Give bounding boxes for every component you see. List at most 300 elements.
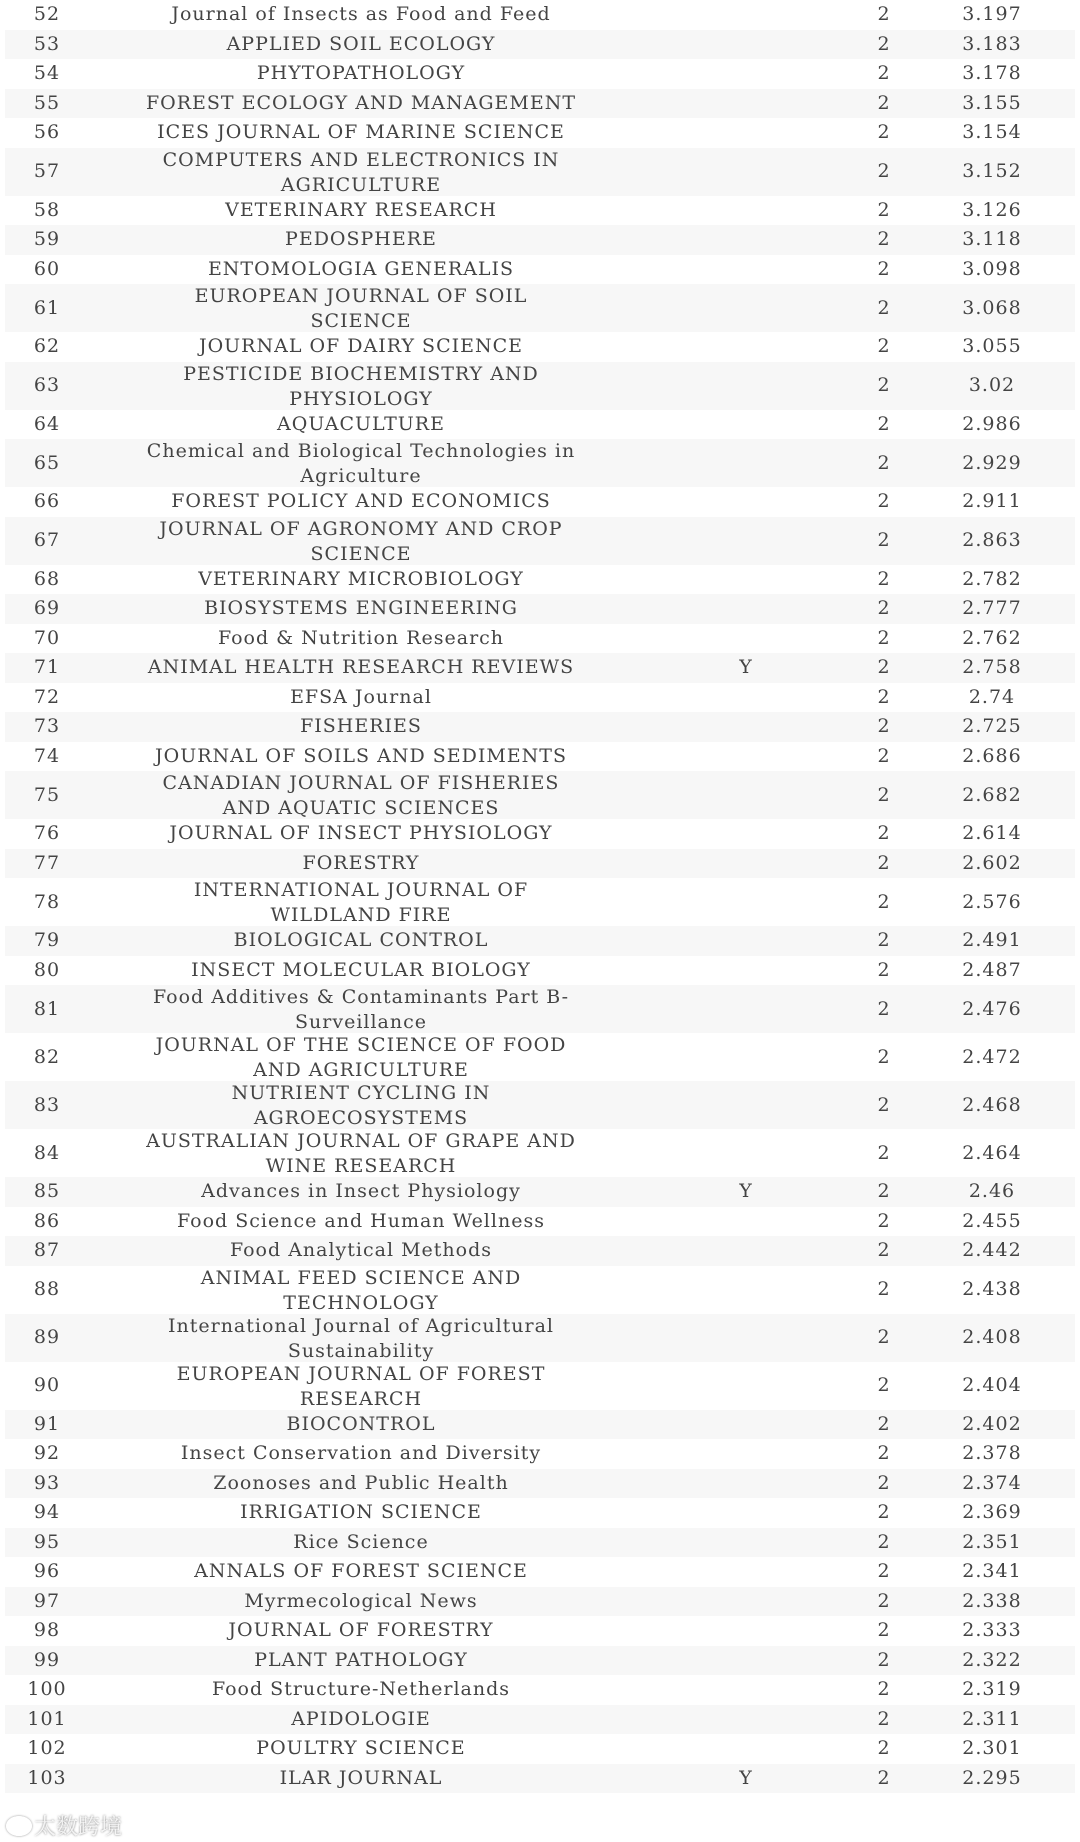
journal-name-cell	[89, 1616, 633, 1646]
quartile-cell: 2	[859, 410, 909, 440]
table-row	[5, 148, 1075, 196]
quartile-cell: 2	[859, 985, 909, 1033]
table-row	[5, 1439, 1075, 1469]
journal-name-text: JOURNAL OF THE SCIENCE OF FOOD AND AGRICULTURE	[155, 1034, 567, 1081]
table-row	[5, 1705, 1075, 1735]
table-row	[5, 956, 1075, 986]
journal-name-cell	[89, 284, 633, 332]
journal-name-cell	[89, 849, 633, 879]
rank-cell: 53	[5, 30, 89, 60]
quartile-cell: 2	[859, 771, 909, 819]
journal-name-cell	[89, 712, 633, 742]
journal-name-text: APIDOLOGIE	[291, 1707, 431, 1730]
table-row	[5, 1498, 1075, 1528]
table-row	[5, 985, 1075, 1033]
impact-factor-cell: 3.068	[909, 284, 1075, 332]
quartile-cell: 2	[859, 439, 909, 487]
open-access-cell	[633, 284, 859, 332]
impact-factor-cell: 2.301	[909, 1734, 1075, 1764]
rank-cell: 72	[5, 683, 89, 713]
quartile-cell: 2	[859, 926, 909, 956]
journal-name-cell	[89, 1469, 633, 1499]
table-body	[5, 0, 1075, 1793]
journal-name-text: AQUACULTURE	[277, 412, 445, 435]
quartile-cell: 2	[859, 1734, 909, 1764]
rank-cell: 69	[5, 594, 89, 624]
journal-name-cell	[89, 819, 633, 849]
table-row	[5, 926, 1075, 956]
rank-cell: 52	[5, 0, 89, 30]
impact-factor-cell: 2.614	[909, 819, 1075, 849]
impact-factor-cell: 3.178	[909, 59, 1075, 89]
journal-name-text: Myrmecological News	[244, 1589, 478, 1612]
table-row	[5, 1314, 1075, 1362]
journal-name-text: International Journal of Agricultural Sustainability	[167, 1314, 555, 1362]
impact-factor-cell: 2.686	[909, 742, 1075, 772]
journal-name-text: BIOCONTROL	[286, 1412, 436, 1435]
quartile-cell: 2	[859, 362, 909, 410]
journal-name-text: Insect Conservation and Diversity	[180, 1442, 542, 1465]
impact-factor-cell: 2.404	[909, 1362, 1075, 1410]
impact-factor-cell: 2.602	[909, 849, 1075, 879]
impact-factor-cell: 2.725	[909, 712, 1075, 742]
open-access-cell	[633, 1557, 859, 1587]
journal-name-text: BIOLOGICAL CONTROL	[233, 929, 489, 952]
rank-cell: 81	[5, 985, 89, 1033]
impact-factor-cell: 3.155	[909, 89, 1075, 119]
open-access-cell	[633, 1734, 859, 1764]
impact-factor-cell: 3.152	[909, 148, 1075, 196]
journal-name-cell	[89, 1410, 633, 1440]
journal-name-text: FOREST ECOLOGY AND MANAGEMENT	[145, 91, 577, 114]
impact-factor-cell: 2.319	[909, 1675, 1075, 1705]
journal-name-text: ANIMAL HEALTH RESEARCH REVIEWS	[147, 656, 575, 679]
impact-factor-cell: 2.333	[909, 1616, 1075, 1646]
quartile-cell: 2	[859, 30, 909, 60]
open-access-cell	[633, 1469, 859, 1499]
table-row	[5, 0, 1075, 30]
table-row	[5, 1081, 1075, 1129]
journal-name-cell	[89, 771, 633, 819]
quartile-cell: 2	[859, 1207, 909, 1237]
quartile-cell: 2	[859, 1129, 909, 1177]
rank-cell: 79	[5, 926, 89, 956]
impact-factor-cell: 2.464	[909, 1129, 1075, 1177]
impact-factor-cell: 2.338	[909, 1587, 1075, 1617]
quartile-cell: 2	[859, 59, 909, 89]
impact-factor-cell: 2.341	[909, 1557, 1075, 1587]
rank-cell: 57	[5, 148, 89, 196]
impact-factor-cell: 3.183	[909, 30, 1075, 60]
journal-name-text: ICES JOURNAL OF MARINE SCIENCE	[157, 121, 565, 144]
table-row	[5, 1764, 1075, 1794]
table-row	[5, 1362, 1075, 1410]
rank-cell: 102	[5, 1734, 89, 1764]
open-access-cell	[633, 849, 859, 879]
journal-name-text: Food & Nutrition Research	[217, 626, 505, 649]
journal-name-cell	[89, 196, 633, 226]
journal-name-text: APPLIED SOIL ECOLOGY	[226, 32, 496, 55]
journal-name-text: JOURNAL OF SOILS AND SEDIMENTS	[155, 744, 567, 767]
open-access-cell	[633, 1528, 859, 1558]
table-row	[5, 517, 1075, 565]
journal-name-cell	[89, 624, 633, 654]
quartile-cell: 2	[859, 1528, 909, 1558]
table-row	[5, 771, 1075, 819]
quartile-cell: 2	[859, 1557, 909, 1587]
impact-factor-cell: 2.472	[909, 1033, 1075, 1081]
rank-cell: 63	[5, 362, 89, 410]
open-access-cell	[633, 255, 859, 285]
table-row	[5, 683, 1075, 713]
journal-name-text: VETERINARY MICROBIOLOGY	[198, 567, 524, 590]
journal-name-cell	[89, 742, 633, 772]
impact-factor-cell: 2.911	[909, 487, 1075, 517]
open-access-cell	[633, 30, 859, 60]
journal-name-cell	[89, 1439, 633, 1469]
impact-factor-cell: 3.02	[909, 362, 1075, 410]
journal-name-text: Journal of Insects as Food and Feed	[171, 3, 551, 26]
journal-name-cell	[89, 1557, 633, 1587]
table-row	[5, 742, 1075, 772]
journal-name-text: Food Science and Human Wellness	[177, 1209, 545, 1232]
quartile-cell: 2	[859, 517, 909, 565]
journal-name-cell	[89, 1764, 633, 1794]
journal-name-cell	[89, 1236, 633, 1266]
journal-name-text: COMPUTERS AND ELECTRONICS IN AGRICULTURE	[162, 148, 560, 196]
journal-name-text: FORESTRY	[302, 851, 420, 874]
table-row	[5, 487, 1075, 517]
quartile-cell: 2	[859, 196, 909, 226]
journal-name-cell	[89, 565, 633, 595]
open-access-cell	[633, 565, 859, 595]
journal-name-cell	[89, 1675, 633, 1705]
table-row	[5, 196, 1075, 226]
rank-cell: 70	[5, 624, 89, 654]
journal-name-text: ENTOMOLOGIA GENERALIS	[207, 257, 515, 280]
quartile-cell: 2	[859, 225, 909, 255]
journal-name-cell	[89, 225, 633, 255]
journal-name-text: PESTICIDE BIOCHEMISTRY AND PHYSIOLOGY	[183, 362, 539, 410]
open-access-cell	[633, 1362, 859, 1410]
journal-name-cell	[89, 1587, 633, 1617]
rank-cell: 93	[5, 1469, 89, 1499]
journal-name-cell	[89, 30, 633, 60]
journal-name-cell	[89, 653, 633, 683]
rank-cell: 89	[5, 1314, 89, 1362]
journal-name-cell	[89, 1528, 633, 1558]
impact-factor-cell: 2.311	[909, 1705, 1075, 1735]
table-row	[5, 284, 1075, 332]
journal-name-text: Advances in Insect Physiology	[201, 1180, 521, 1203]
quartile-cell: 2	[859, 1498, 909, 1528]
table-row	[5, 1207, 1075, 1237]
rank-cell: 85	[5, 1177, 89, 1207]
quartile-cell: 2	[859, 1410, 909, 1440]
journal-name-text: IRRIGATION SCIENCE	[240, 1501, 482, 1524]
rank-cell: 87	[5, 1236, 89, 1266]
impact-factor-cell: 2.476	[909, 985, 1075, 1033]
open-access-cell	[633, 517, 859, 565]
impact-factor-cell: 2.374	[909, 1469, 1075, 1499]
open-access-cell	[633, 926, 859, 956]
rank-cell: 94	[5, 1498, 89, 1528]
table-row	[5, 712, 1075, 742]
open-access-cell	[633, 1236, 859, 1266]
journal-name-text: JOURNAL OF INSECT PHYSIOLOGY	[169, 822, 553, 845]
open-access-cell	[633, 1410, 859, 1440]
journal-name-text: Rice Science	[293, 1530, 429, 1553]
journal-name-text: FOREST POLICY AND ECONOMICS	[171, 490, 551, 513]
journal-name-text: ANIMAL FEED SCIENCE AND TECHNOLOGY	[200, 1266, 522, 1314]
table-row	[5, 653, 1075, 683]
rank-cell: 71	[5, 653, 89, 683]
table-row	[5, 255, 1075, 285]
impact-factor-cell: 2.438	[909, 1266, 1075, 1314]
journal-ranking-page	[5, 0, 1075, 1793]
journal-name-cell	[89, 118, 633, 148]
rank-cell: 103	[5, 1764, 89, 1794]
quartile-cell: 2	[859, 487, 909, 517]
table-row	[5, 1177, 1075, 1207]
journal-name-text: BIOSYSTEMS ENGINEERING	[204, 597, 518, 620]
table-row	[5, 624, 1075, 654]
journal-name-cell	[89, 985, 633, 1033]
table-row	[5, 410, 1075, 440]
journal-name-text: PEDOSPHERE	[285, 228, 437, 251]
impact-factor-cell: 2.369	[909, 1498, 1075, 1528]
table-row	[5, 332, 1075, 362]
table-row	[5, 1528, 1075, 1558]
rank-cell: 62	[5, 332, 89, 362]
open-access-cell	[633, 1705, 859, 1735]
quartile-cell: 2	[859, 1266, 909, 1314]
table-row	[5, 1236, 1075, 1266]
impact-factor-cell: 2.576	[909, 878, 1075, 926]
journal-name-cell	[89, 1207, 633, 1237]
open-access-cell	[633, 624, 859, 654]
rank-cell: 95	[5, 1528, 89, 1558]
open-access-cell	[633, 1314, 859, 1362]
table-row	[5, 1646, 1075, 1676]
open-access-cell	[633, 819, 859, 849]
open-access-cell	[633, 1587, 859, 1617]
impact-factor-cell: 2.863	[909, 517, 1075, 565]
impact-factor-cell: 2.491	[909, 926, 1075, 956]
open-access-cell	[633, 878, 859, 926]
journal-ranking-table	[5, 0, 1075, 1793]
quartile-cell: 2	[859, 1236, 909, 1266]
rank-cell: 58	[5, 196, 89, 226]
journal-name-text: Chemical and Biological Technologies in Agriculture	[146, 440, 576, 487]
rank-cell: 99	[5, 1646, 89, 1676]
journal-name-cell	[89, 410, 633, 440]
table-row	[5, 565, 1075, 595]
journal-name-text: PHYTOPATHOLOGY	[256, 62, 466, 85]
open-access-cell	[633, 712, 859, 742]
journal-name-text: EUROPEAN JOURNAL OF SOIL SCIENCE	[194, 285, 528, 332]
rank-cell: 55	[5, 89, 89, 119]
quartile-cell: 2	[859, 1362, 909, 1410]
rank-cell: 83	[5, 1081, 89, 1129]
open-access-cell	[633, 683, 859, 713]
impact-factor-cell: 2.777	[909, 594, 1075, 624]
table-row	[5, 59, 1075, 89]
open-access-cell	[633, 985, 859, 1033]
open-access-cell	[633, 742, 859, 772]
journal-name-cell	[89, 148, 633, 196]
impact-factor-cell: 2.402	[909, 1410, 1075, 1440]
quartile-cell: 2	[859, 712, 909, 742]
open-access-cell	[633, 0, 859, 30]
table-row	[5, 594, 1075, 624]
open-access-cell	[633, 1616, 859, 1646]
quartile-cell: 2	[859, 849, 909, 879]
impact-factor-cell: 3.197	[909, 0, 1075, 30]
open-access-cell	[633, 439, 859, 487]
table-row	[5, 1587, 1075, 1617]
quartile-cell: 2	[859, 565, 909, 595]
rank-cell: 64	[5, 410, 89, 440]
journal-name-text: Food Additives & Contaminants Part B-Surveillance	[152, 986, 570, 1033]
quartile-cell: 2	[859, 683, 909, 713]
table-row	[5, 1129, 1075, 1177]
rank-cell: 82	[5, 1033, 89, 1081]
journal-name-text: Food Structure-Netherlands	[211, 1678, 511, 1701]
rank-cell: 98	[5, 1616, 89, 1646]
impact-factor-cell: 2.378	[909, 1439, 1075, 1469]
quartile-cell: 2	[859, 1675, 909, 1705]
rank-cell: 74	[5, 742, 89, 772]
quartile-cell: 2	[859, 255, 909, 285]
table-row	[5, 89, 1075, 119]
impact-factor-cell: 2.455	[909, 1207, 1075, 1237]
impact-factor-cell: 2.351	[909, 1528, 1075, 1558]
open-access-cell: Y	[633, 653, 859, 683]
rank-cell: 86	[5, 1207, 89, 1237]
watermark-text: 太数跨境	[34, 1815, 123, 1840]
journal-name-cell	[89, 0, 633, 30]
rank-cell: 54	[5, 59, 89, 89]
table-row	[5, 225, 1075, 255]
table-row	[5, 1033, 1075, 1081]
impact-factor-cell: 2.295	[909, 1764, 1075, 1794]
journal-name-cell	[89, 59, 633, 89]
quartile-cell: 2	[859, 1764, 909, 1794]
open-access-cell	[633, 89, 859, 119]
rank-cell: 88	[5, 1266, 89, 1314]
open-access-cell	[633, 225, 859, 255]
impact-factor-cell: 2.74	[909, 683, 1075, 713]
quartile-cell: 2	[859, 1314, 909, 1362]
rank-cell: 80	[5, 956, 89, 986]
table-row	[5, 1410, 1075, 1440]
journal-name-cell	[89, 1177, 633, 1207]
journal-name-cell	[89, 255, 633, 285]
open-access-cell	[633, 594, 859, 624]
table-row	[5, 1734, 1075, 1764]
journal-name-cell	[89, 878, 633, 926]
journal-name-cell	[89, 1646, 633, 1676]
table-row	[5, 1557, 1075, 1587]
open-access-cell	[633, 1646, 859, 1676]
quartile-cell: 2	[859, 148, 909, 196]
journal-name-text: JOURNAL OF FORESTRY	[228, 1619, 494, 1642]
journal-name-text: FISHERIES	[300, 715, 422, 738]
impact-factor-cell: 2.487	[909, 956, 1075, 986]
quartile-cell: 2	[859, 1469, 909, 1499]
journal-name-cell	[89, 517, 633, 565]
rank-cell: 65	[5, 439, 89, 487]
watermark	[6, 1810, 122, 1841]
journal-name-cell	[89, 1734, 633, 1764]
table-row	[5, 819, 1075, 849]
rank-cell: 60	[5, 255, 89, 285]
table-row	[5, 878, 1075, 926]
journal-name-cell	[89, 594, 633, 624]
quartile-cell: 2	[859, 819, 909, 849]
quartile-cell: 2	[859, 653, 909, 683]
quartile-cell: 2	[859, 332, 909, 362]
quartile-cell: 2	[859, 1081, 909, 1129]
journal-name-text: AUSTRALIAN JOURNAL OF GRAPE AND WINE RESEARCH	[146, 1130, 576, 1177]
impact-factor-cell: 2.758	[909, 653, 1075, 683]
journal-name-cell	[89, 956, 633, 986]
journal-name-cell	[89, 1362, 633, 1410]
rank-cell: 78	[5, 878, 89, 926]
open-access-cell	[633, 487, 859, 517]
rank-cell: 73	[5, 712, 89, 742]
quartile-cell: 2	[859, 1439, 909, 1469]
open-access-cell	[633, 956, 859, 986]
journal-name-cell	[89, 1498, 633, 1528]
rank-cell: 101	[5, 1705, 89, 1735]
quartile-cell: 2	[859, 878, 909, 926]
impact-factor-cell: 2.929	[909, 439, 1075, 487]
journal-name-cell	[89, 362, 633, 410]
open-access-cell	[633, 1266, 859, 1314]
journal-name-cell	[89, 332, 633, 362]
journal-name-text: EUROPEAN JOURNAL OF FOREST RESEARCH	[176, 1362, 546, 1410]
rank-cell: 84	[5, 1129, 89, 1177]
quartile-cell: 2	[859, 1587, 909, 1617]
impact-factor-cell: 2.986	[909, 410, 1075, 440]
open-access-cell	[633, 362, 859, 410]
rank-cell: 56	[5, 118, 89, 148]
journal-name-text: PLANT PATHOLOGY	[254, 1648, 468, 1671]
quartile-cell: 2	[859, 1616, 909, 1646]
quartile-cell: 2	[859, 742, 909, 772]
open-access-cell	[633, 771, 859, 819]
impact-factor-cell: 2.782	[909, 565, 1075, 595]
journal-name-cell	[89, 1314, 633, 1362]
table-row	[5, 30, 1075, 60]
journal-name-text: INSECT MOLECULAR BIOLOGY	[191, 958, 531, 981]
open-access-cell	[633, 1081, 859, 1129]
open-access-cell: Y	[633, 1764, 859, 1794]
table-row	[5, 362, 1075, 410]
journal-name-cell	[89, 926, 633, 956]
table-row	[5, 1469, 1075, 1499]
quartile-cell: 2	[859, 89, 909, 119]
impact-factor-cell: 2.468	[909, 1081, 1075, 1129]
journal-name-cell	[89, 487, 633, 517]
open-access-cell	[633, 332, 859, 362]
journal-name-text: POULTRY SCIENCE	[256, 1737, 466, 1760]
quartile-cell: 2	[859, 1177, 909, 1207]
journal-name-text: JOURNAL OF AGRONOMY AND CROP SCIENCE	[159, 517, 563, 565]
table-row	[5, 1616, 1075, 1646]
